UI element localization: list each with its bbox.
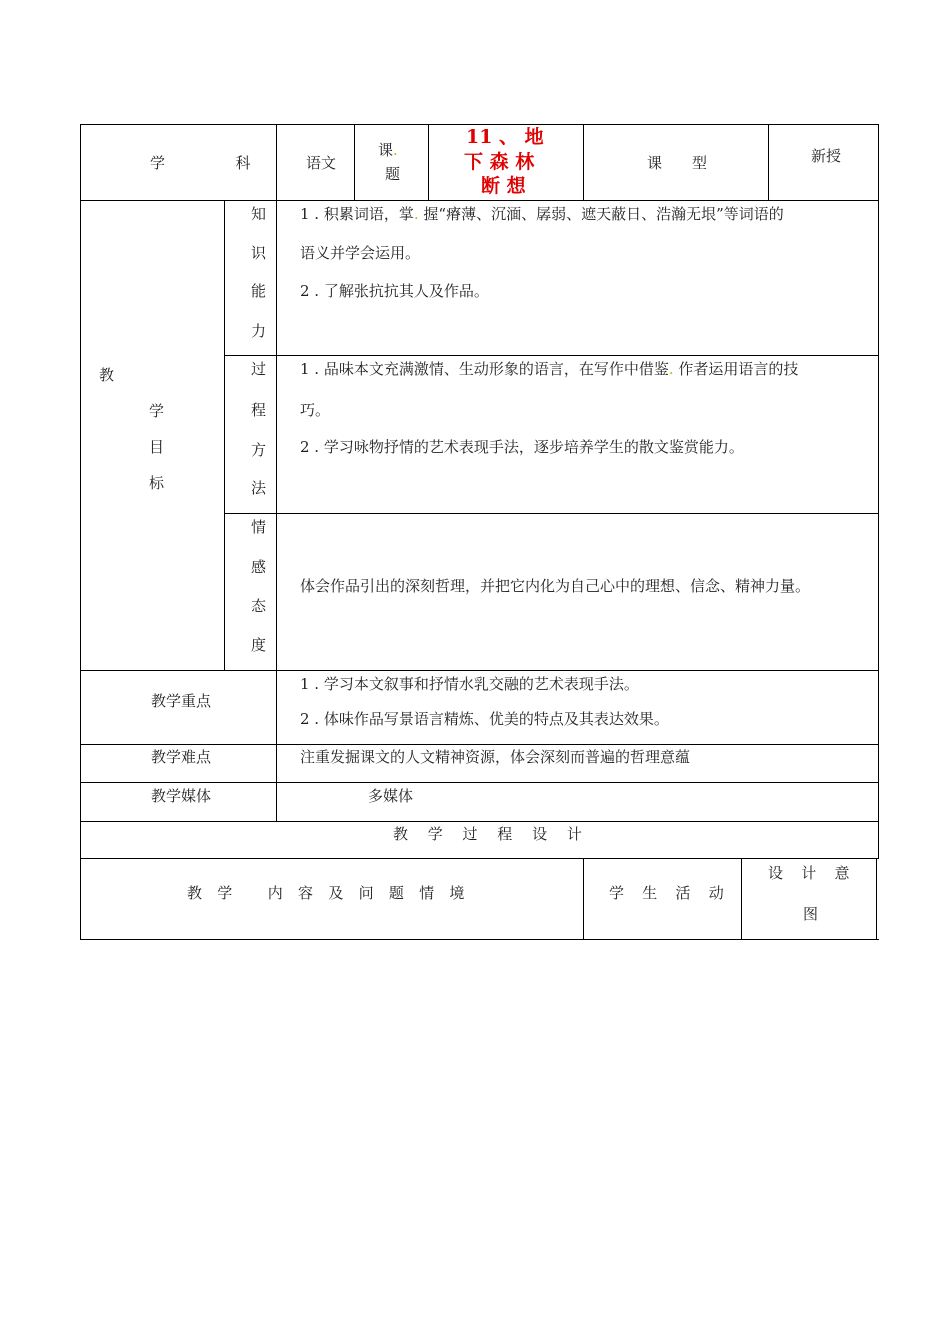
process-label-char: 程 bbox=[251, 401, 267, 419]
marker-dot: . bbox=[393, 141, 398, 159]
process-text-line2: 巧。 bbox=[300, 401, 331, 419]
grid-line bbox=[276, 124, 277, 201]
key-points-line2: 2 . 体味作品写景语言精炼、优美的特点及其表达效果。 bbox=[300, 710, 669, 728]
column-header-activity: 学 生 活 动 bbox=[609, 884, 731, 902]
column-header-intent-line1: 设 计 意 bbox=[768, 864, 857, 882]
objectives-label-char: 教 bbox=[99, 366, 115, 384]
process-text-line3: 2 . 学习咏物抒情的艺术表现手法，逐步培养学生的散文鉴赏能力。 bbox=[300, 438, 744, 456]
process-label-char: 过 bbox=[251, 360, 267, 378]
grid-line bbox=[224, 355, 879, 356]
lesson-title-line1: 11 、 地 bbox=[466, 126, 544, 148]
knowledge-label-char: 知 bbox=[251, 205, 267, 223]
media-label: 教学媒体 bbox=[151, 787, 212, 805]
key-points-line1: 1 . 学习本文叙事和抒情水乳交融的艺术表现手法。 bbox=[300, 675, 639, 693]
type-label: 课 型 bbox=[647, 154, 708, 172]
grid-line bbox=[80, 200, 879, 201]
difficulties-label: 教学难点 bbox=[151, 748, 212, 766]
grid-line bbox=[80, 124, 879, 125]
grid-line bbox=[878, 124, 879, 859]
grid-line bbox=[224, 513, 879, 514]
grid-line bbox=[741, 858, 742, 940]
grid-line bbox=[80, 744, 879, 745]
lesson-title-line3: 断 想 bbox=[481, 175, 526, 197]
type-value: 新授 bbox=[811, 147, 842, 165]
grid-line bbox=[80, 939, 879, 940]
emotion-label-char: 感 bbox=[251, 558, 267, 576]
grid-line bbox=[80, 858, 879, 859]
marker-dot: . bbox=[668, 360, 674, 378]
process-text-line1: 1 . 品味本文充满激情、生动形象的语言，在写作中借鉴. 作者运用语言的技 bbox=[300, 360, 799, 378]
knowledge-text-line1: 1 . 积累词语，掌. 握“瘠薄、沉湎、孱弱、遮天蔽日、浩瀚无垠”等词语的 bbox=[300, 205, 784, 223]
objectives-label-char: 标 bbox=[149, 474, 165, 492]
subject-label: 学 科 bbox=[150, 154, 265, 172]
knowledge-label-char: 力 bbox=[251, 322, 267, 340]
column-header-content: 教 学 内 容 及 问 题 情 境 bbox=[187, 884, 470, 902]
objectives-label-char: 学 bbox=[149, 402, 165, 420]
topic-label-top: 课. bbox=[378, 141, 398, 159]
grid-line bbox=[80, 124, 81, 940]
process-label-char: 方 bbox=[251, 441, 267, 459]
objectives-label-char: 目 bbox=[149, 438, 165, 456]
subject-value: 语文 bbox=[306, 154, 337, 172]
marker-dot: . bbox=[413, 205, 419, 223]
grid-line bbox=[583, 858, 584, 940]
grid-line bbox=[80, 670, 879, 671]
process-label-char: 法 bbox=[251, 479, 267, 497]
knowledge-label-char: 识 bbox=[251, 244, 267, 262]
grid-line bbox=[583, 124, 584, 201]
grid-line bbox=[276, 200, 277, 822]
column-header-intent-line2: 图 bbox=[803, 905, 819, 923]
knowledge-text-line3: 2 . 了解张抗抗其人及作品。 bbox=[300, 282, 489, 300]
difficulties-text: 注重发掘课文的人文精神资源，体会深刻而普遍的哲理意蕴 bbox=[300, 748, 691, 766]
emotion-label-char: 情 bbox=[251, 518, 267, 536]
grid-line bbox=[876, 858, 877, 940]
key-points-label: 教学重点 bbox=[151, 692, 212, 710]
emotion-label-char: 态 bbox=[251, 597, 267, 615]
grid-line bbox=[354, 124, 355, 201]
emotion-label-char: 度 bbox=[251, 636, 267, 654]
knowledge-text-line2: 语义并学会运用。 bbox=[300, 244, 421, 262]
knowledge-label-char: 能 bbox=[251, 282, 267, 300]
topic-label-bottom: 题 bbox=[385, 165, 401, 183]
media-text: 多媒体 bbox=[368, 787, 414, 805]
emotion-text: 体会作品引出的深刻哲理，并把它内化为自己心中的理想、信念、精神力量。 bbox=[300, 577, 811, 595]
grid-line bbox=[428, 124, 429, 201]
grid-line bbox=[80, 782, 879, 783]
grid-line bbox=[768, 124, 769, 201]
grid-line bbox=[224, 200, 225, 671]
lesson-title-line2: 下 森 林 bbox=[464, 151, 535, 173]
grid-line bbox=[80, 821, 879, 822]
process-design-title: 教 学 过 程 设 计 bbox=[393, 825, 590, 843]
